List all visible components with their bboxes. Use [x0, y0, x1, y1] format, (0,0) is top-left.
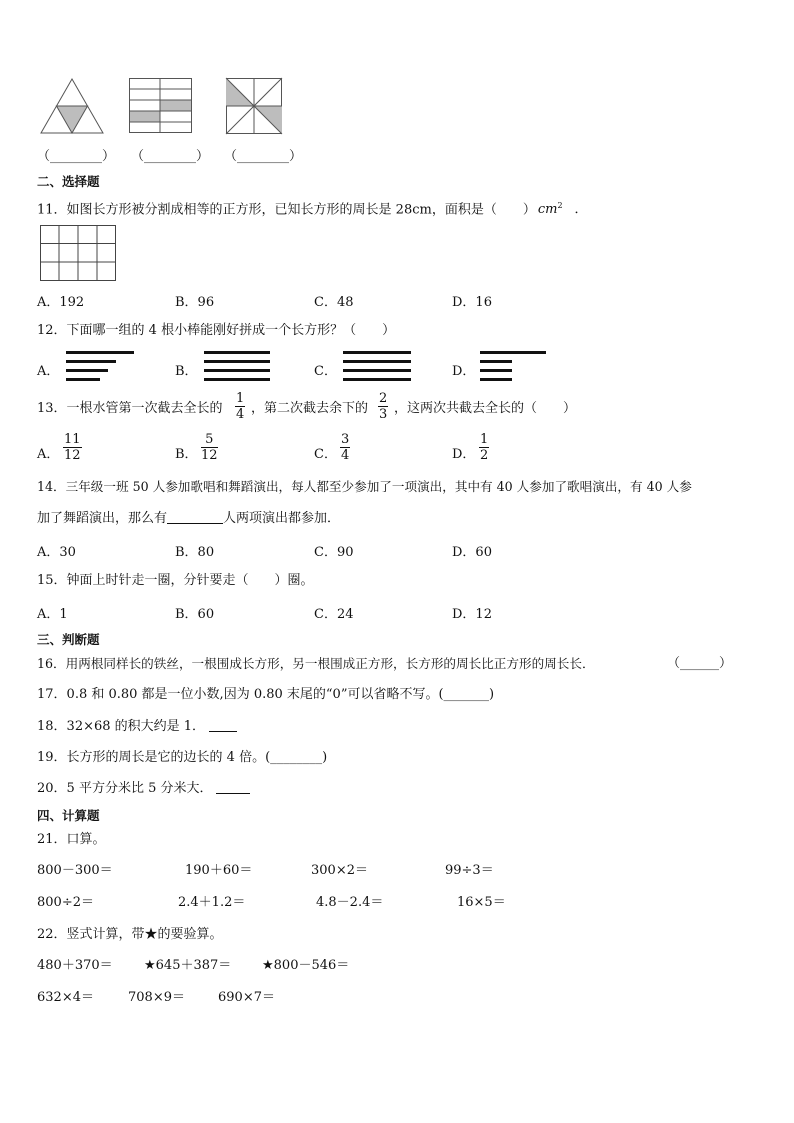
rectangle-grid-figure [129, 78, 192, 133]
q13-option-c-fraction[interactable]: $\frac{3}{4}$ [341, 432, 350, 463]
question-18: 18．32×68 的积大约是 1． [37, 718, 237, 736]
q15-option-a[interactable]: A．1 [37, 607, 68, 622]
q12-option-d[interactable]: D． [452, 364, 476, 379]
q16-answer-blank[interactable]: （______） [667, 656, 733, 671]
q11-option-c[interactable]: C．48 [314, 295, 354, 310]
q12-option-b[interactable]: B． [175, 364, 198, 379]
q22-item[interactable]: 708×9＝ [128, 990, 185, 1005]
figure-blank-1[interactable]: （________） [37, 149, 116, 164]
question-11-tail: ． [574, 202, 588, 218]
q15-option-d[interactable]: D．12 [452, 607, 492, 622]
q14-option-c[interactable]: C．90 [314, 545, 354, 560]
q12-option-c[interactable]: C． [314, 364, 337, 379]
q14-option-a[interactable]: A．30 [37, 545, 76, 560]
q13-option-c-label[interactable]: C． [314, 447, 337, 462]
question-16: 16．用两根同样长的铁丝，一根围成长方形，另一根围成正方形，长方形的周长比正方形的周长长． [37, 656, 595, 671]
question-17: 17．0.8 和 0.80 都是一位小数,因为 0.80 末尾的“0”可以省略不写。(_______) [37, 687, 495, 702]
q14-option-b[interactable]: B．80 [175, 545, 215, 560]
unit-superscript: 2 [557, 201, 563, 210]
q15-option-b[interactable]: B．60 [175, 607, 215, 622]
q22-item[interactable]: ★645＋387＝ [144, 958, 232, 973]
question-21-title: 21．口算。 [37, 832, 106, 847]
q15-option-c[interactable]: C．24 [314, 607, 354, 622]
q21-item[interactable]: 99÷3＝ [445, 863, 494, 878]
q13-option-d-label[interactable]: D． [452, 447, 476, 462]
question-15: 15．钟面上时针走一圈，分针要走（ ）圈。 [37, 573, 314, 588]
q13-fraction-1: $\frac{1}{4}$ [236, 391, 245, 422]
q11-option-b[interactable]: B．96 [175, 295, 215, 310]
q11-option-a[interactable]: A．192 [37, 295, 85, 310]
q13-option-b-label[interactable]: B． [175, 447, 198, 462]
question-13-part1: 13．一根水管第一次截去全长的 [37, 401, 223, 416]
question-14-line2: 加了舞蹈演出，那么有 人两项演出都参加． [37, 511, 341, 526]
section-title-judge: 三、判断题 [37, 632, 100, 647]
question-22-title: 22．竖式计算，带★的要验算。 [37, 927, 223, 942]
q11-grid-figure [40, 225, 116, 281]
question-11 [37, 197, 588, 219]
q18-answer-blank[interactable] [209, 719, 237, 732]
triangle-figure [40, 78, 104, 134]
q12-sticks-d [480, 351, 550, 383]
question-14-line1: 14．三年级一班 50 人参加歌唱和舞蹈演出，每人都至少参加了一项演出，其中有 40 人参加了歌唱演出，有 40 人参 [37, 479, 692, 494]
question-13-part3: ，这两次共截去全长的（ ） [394, 401, 577, 416]
q21-item[interactable]: 16×5＝ [457, 895, 506, 910]
q14-option-d[interactable]: D．60 [452, 545, 492, 560]
q22-item[interactable]: 690×7＝ [218, 990, 275, 1005]
section-title-calc: 四、计算题 [37, 808, 100, 823]
q21-item[interactable]: 2.4＋1.2＝ [178, 895, 246, 910]
q21-item[interactable]: 800÷2＝ [37, 895, 94, 910]
question-19: 19．长方形的周长是它的边长的 4 倍。(________) [37, 750, 328, 765]
q22-item[interactable]: ★800－546＝ [262, 958, 350, 973]
question-20: 20．5 平方分米比 5 分米大． [37, 780, 250, 798]
q21-item[interactable]: 4.8－2.4＝ [316, 895, 384, 910]
q11-option-d[interactable]: D．16 [452, 295, 492, 310]
figure-blank-2[interactable]: （________） [131, 149, 210, 164]
q22-item[interactable]: 480＋370＝ [37, 958, 113, 973]
q19-answer-blank[interactable]: (________) [265, 750, 328, 765]
q13-fraction-2: $\frac{2}{3}$ [379, 391, 388, 422]
q12-option-a[interactable]: A． [37, 364, 60, 379]
q13-option-a-fraction[interactable]: $\frac{11}{12}$ [64, 432, 81, 463]
square-star-figure [226, 78, 282, 134]
q13-option-b-fraction[interactable]: $\frac{5}{12}$ [201, 432, 218, 463]
q12-sticks-b [204, 351, 274, 383]
q17-answer-blank[interactable]: (_______) [438, 687, 495, 702]
q13-option-d-fraction[interactable]: $\frac{1}{2}$ [480, 432, 489, 463]
q14-answer-blank[interactable] [167, 511, 223, 524]
question-11-text: 11．如图长方形被分割成相等的正方形，已知长方形的周长是 28cm，面积是（ ） [37, 202, 536, 218]
q22-item[interactable]: 632×4＝ [37, 990, 94, 1005]
q20-answer-blank[interactable] [216, 781, 250, 794]
q13-option-a-label[interactable]: A． [37, 447, 60, 462]
q21-item[interactable]: 190＋60＝ [185, 863, 253, 878]
q21-item[interactable]: 300×2＝ [311, 863, 368, 878]
figure-blank-3[interactable]: （________） [224, 149, 303, 164]
q12-sticks-c [343, 351, 413, 383]
unit-cm: cm [537, 202, 558, 218]
q21-item[interactable]: 800－300＝ [37, 863, 113, 878]
section-title-choice: 二、选择题 [37, 174, 100, 189]
question-12: 12．下面哪一组的 4 根小棒能刚好拼成一个长方形？（ ） [37, 323, 396, 338]
q12-sticks-a [66, 351, 136, 383]
question-13-part2: ，第二次截去余下的 [251, 401, 369, 416]
